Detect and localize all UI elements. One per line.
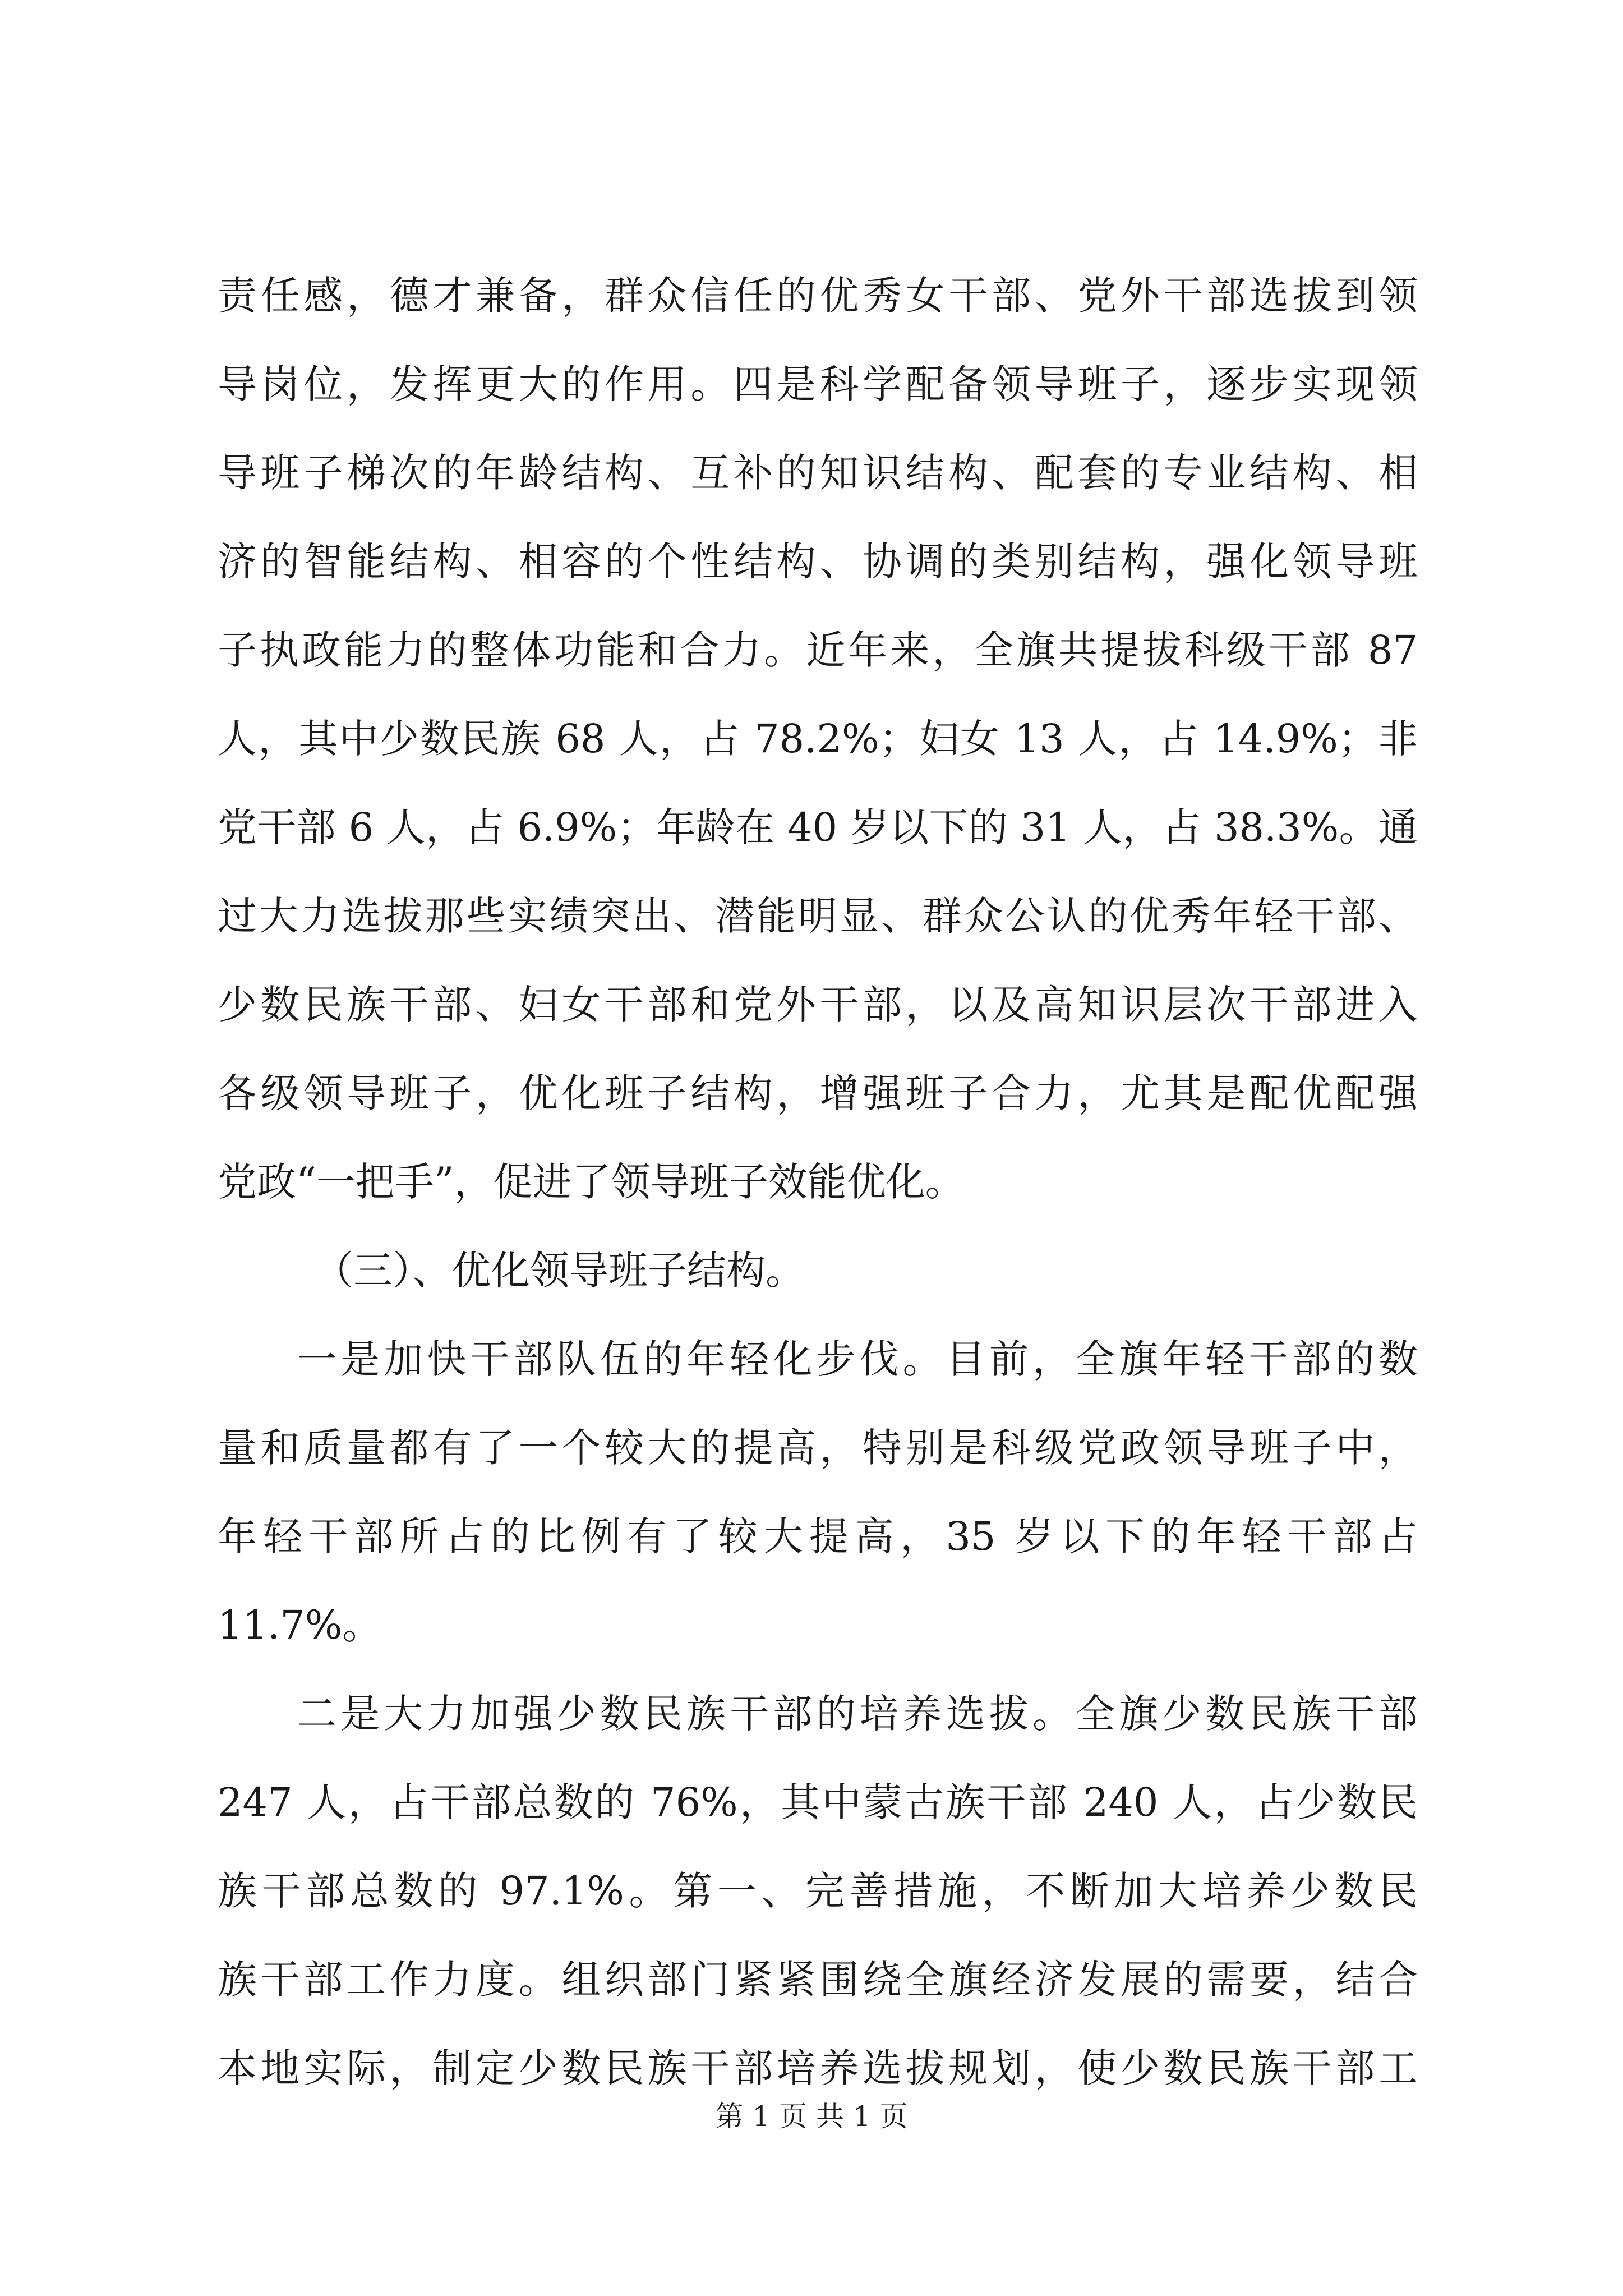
- body-line-18: 247 人，占干部总数的 76%，其中蒙古族干部 240 人，占少数民: [218, 1779, 1418, 1825]
- body-line-5: 子执政能力的整体功能和合力。近年来，全旗共提拔科级干部 87: [218, 627, 1418, 673]
- body-line-19: 族干部总数的 97.1%。第一、完善措施，不断加大培养少数民: [218, 1868, 1418, 1914]
- body-line-9: 少数民族干部、妇女干部和党外干部，以及高知识层次干部进入: [218, 982, 1418, 1028]
- section-heading: （三）、优化领导班子结构。: [314, 1248, 805, 1294]
- body-line-16: 11.7%。: [218, 1602, 382, 1648]
- page-footer: 第 1 页 共 1 页: [715, 2100, 908, 2133]
- body-line-4: 济的智能结构、相容的个性结构、协调的类别结构，强化领导班: [218, 539, 1418, 585]
- document-body: [218, 251, 1418, 2113]
- body-line-8: 过大力选拔那些实绩突出、潜能明显、群众公认的优秀年轻干部、: [218, 893, 1418, 939]
- body-line-14: 量和质量都有了一个较大的提高，特别是科级党政领导班子中，: [218, 1425, 1418, 1471]
- body-line-6: 人，其中少数民族 68 人，占 78.2%；妇女 13 人，占 14.9%；非: [218, 716, 1418, 762]
- body-line-21: 本地实际，制定少数民族干部培养选拔规划，使少数民族干部工: [218, 2045, 1418, 2091]
- body-line-3: 导班子梯次的年龄结构、互补的知识结构、配套的专业结构、相: [218, 450, 1418, 496]
- body-line-13: 一是加快干部队伍的年轻化步伐。目前，全旗年轻干部的数: [297, 1336, 1418, 1382]
- body-line-11: 党政“一把手”，促进了领导班子效能优化。: [218, 1159, 965, 1205]
- body-line-2: 导岗位，发挥更大的作用。四是科学配备领导班子，逐步实现领: [218, 361, 1418, 407]
- body-line-15: 年轻干部所占的比例有了较大提高，35 岁以下的年轻干部占: [218, 1513, 1418, 1559]
- body-line-10: 各级领导班子，优化班子结构，增强班子合力，尤其是配优配强: [218, 1070, 1418, 1116]
- body-line-1: 责任感，德才兼备，群众信任的优秀女干部、党外干部选拔到领: [218, 273, 1418, 319]
- body-line-17: 二是大力加强少数民族干部的培养选拔。全旗少数民族干部: [297, 1691, 1418, 1737]
- body-line-7: 党干部 6 人，占 6.9%；年龄在 40 岁以下的 31 人，占 38.3%。通: [218, 804, 1418, 850]
- body-line-20: 族干部工作力度。组织部门紧紧围绕全旗经济发展的需要，结合: [218, 1957, 1418, 2003]
